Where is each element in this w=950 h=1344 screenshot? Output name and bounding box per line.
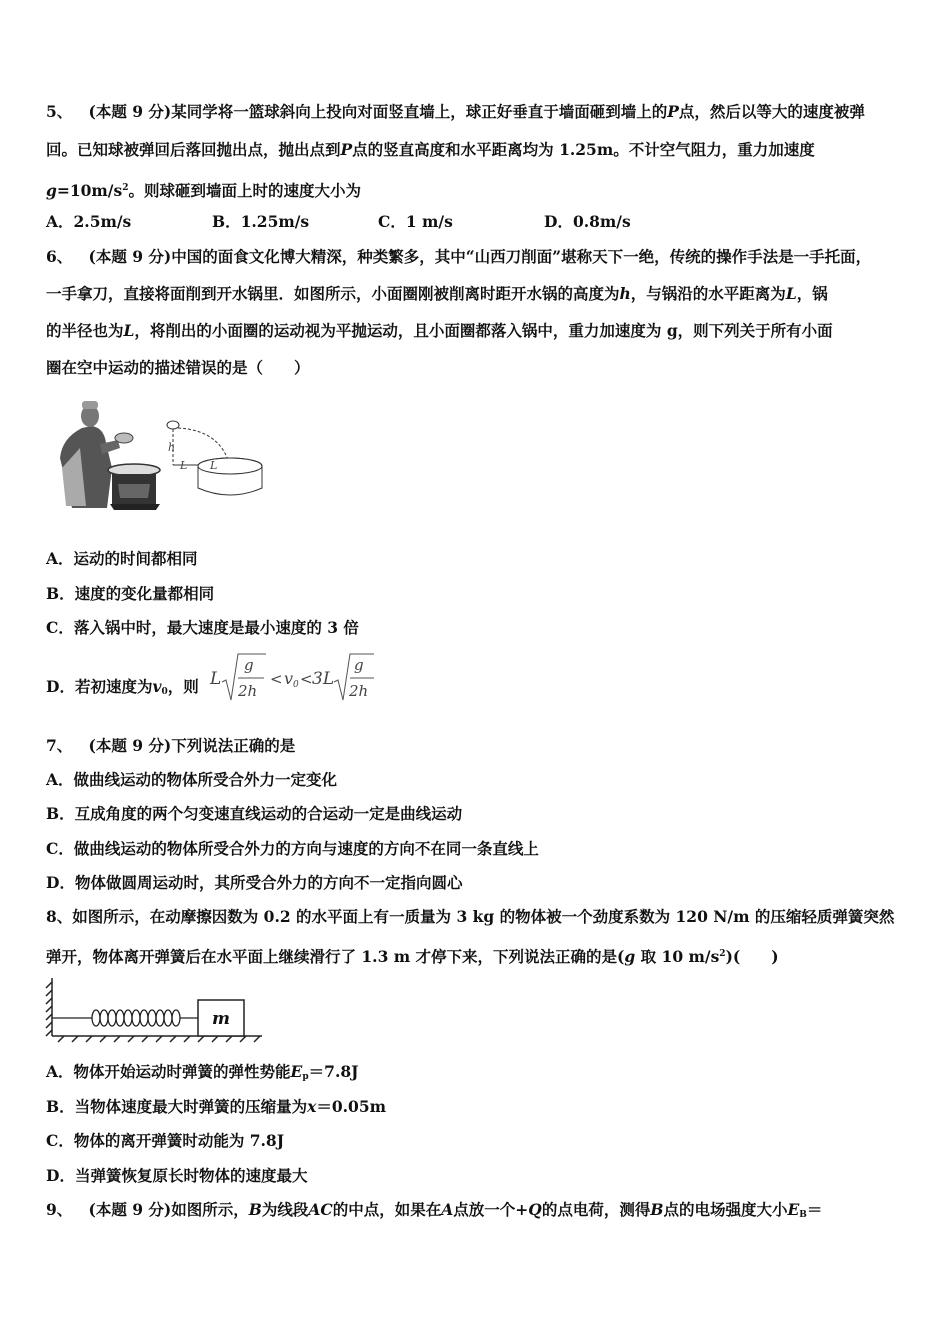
formula-3l: 3L (312, 669, 335, 689)
q8-text-2b: 取 10 m/s (635, 947, 720, 966)
q7-option-a[interactable]: A．做曲线运动的物体所受合外力一定变化 (46, 770, 338, 789)
q5-text-3b: 。则球砸到墙面上时的速度大小为 (128, 181, 361, 200)
q9-line-1 (46, 1200, 822, 1225)
q6-option-b[interactable]: B．速度的变化量都相同 (46, 584, 215, 603)
q9-text-a: (本题 9 分)如图所示， (88, 1200, 249, 1219)
q8-option-b-text: B．当物体速度最大时弹簧的压缩量为 (46, 1097, 308, 1116)
q5-option-a[interactable]: A．2.5m/s (46, 212, 132, 231)
formula-g: g (244, 656, 254, 674)
q6-line-4 (46, 358, 310, 378)
q5-option-c[interactable]: C．1 m/s (378, 212, 453, 231)
q8-option-b[interactable] (46, 1097, 386, 1117)
q9-a: A (441, 1200, 454, 1219)
q8-x: x (307, 1097, 317, 1116)
q9-b: B (248, 1200, 262, 1219)
q8-text-2c: )( ) (725, 947, 779, 966)
q8-option-a-value: ＝7.8J (308, 1062, 359, 1081)
q7-option-d[interactable]: D．物体做圆周运动时，其所受合外力的方向不一定指向圆心 (46, 873, 463, 892)
q6-v: v (152, 677, 162, 696)
noodle-figure (52, 398, 266, 510)
spring-block-figure (44, 976, 266, 1042)
q6-option-a[interactable]: A．运动的时间都相同 (46, 549, 198, 568)
q8-line-1: 8、如图所示，在动摩擦因数为 0.2 的水平面上有一质量为 3 kg 的物体被一个劲度系数为 120 N/m 的压缩轻质弹簧突然 (46, 907, 895, 926)
q6-text-2b: ，与锅沿的水平距离为 (630, 284, 786, 303)
q8-e: E (290, 1062, 303, 1081)
q6-text-2a: 一手拿刀，直接将面削到开水锅里．如图所示，小面圈刚被削离时距开水锅的高度为 (46, 284, 620, 303)
q6-line-1 (46, 247, 871, 267)
q5-point-p-2: P (340, 140, 353, 159)
q6-line-2 (46, 284, 828, 304)
q9-q: Q (528, 1200, 542, 1219)
q5-line-3 (46, 178, 361, 201)
formula-lt-1: < (270, 670, 283, 688)
q6-option-d-text: D．若初速度为 (46, 677, 153, 696)
q5-text-2b: 点的竖直高度和水平距离均为 1.25m。不计空气阻力，重力加速度 (352, 140, 815, 159)
formula-2h-2: 2h (349, 682, 369, 700)
q6-text-2c: ，锅 (796, 284, 828, 303)
q5-line-1 (46, 102, 865, 122)
q8-option-c[interactable]: C．物体的离开弹簧时动能为 7.8J (46, 1131, 285, 1150)
formula-v: v (284, 669, 294, 688)
spring (52, 1010, 198, 1026)
q8-option-b-value: ＝0.05m (316, 1097, 387, 1116)
q8-text-2a: 弹开，物体离开弹簧后在水平面上继续滑行了 1.3 m 才停下来，下列说法正确的是( (46, 947, 625, 966)
q8-line-2 (46, 944, 779, 967)
floor (52, 1036, 262, 1042)
q6-line-3 (46, 321, 833, 341)
q5-point-p: P (667, 102, 679, 121)
q7-option-c[interactable]: C．做曲线运动的物体所受合外力的方向与速度的方向不在同一条直线上 (46, 839, 539, 858)
q5-line-2 (46, 140, 815, 160)
q5-text-3a: =10m/s (56, 181, 123, 200)
q8-option-a-text: A．物体开始运动时弹簧的弹性势能 (46, 1062, 291, 1081)
q7-number: 7、 (46, 736, 73, 755)
q5-g: g (46, 181, 57, 200)
q8-option-d[interactable]: D．当弹簧恢复原长时物体的速度最大 (46, 1166, 308, 1185)
q5-text-1b: 点，然后以等大的速度被弹 (678, 102, 865, 121)
q8-g: g (624, 947, 636, 966)
trajectory-diagram (167, 421, 262, 495)
fig-label-h: h (168, 441, 176, 454)
q5-option-d[interactable]: D．0.8m/s (544, 212, 631, 231)
q9-text-f: 点的电场强度大小 (663, 1200, 788, 1219)
q5-option-b[interactable]: B．1.25m/s (212, 212, 310, 231)
q8-square: 2 (719, 949, 726, 959)
q6-l: L (785, 284, 797, 303)
q5-number: 5、 (46, 102, 73, 121)
q9-b-2: B (650, 1200, 664, 1219)
formula-l: L (210, 669, 222, 689)
chef-illustration (60, 401, 160, 510)
formula-v-sub: 0 (293, 680, 299, 690)
block-label-m: m (212, 1009, 230, 1029)
formula-2h: 2h (238, 682, 258, 700)
q9-text-e: 的点电荷，测得 (541, 1200, 651, 1219)
q6-text-4: 圈在空中运动的描述错误的是（ ） (46, 358, 310, 377)
q8-e-sub: p (302, 1072, 309, 1082)
formula-g-2: g (354, 656, 364, 674)
q9-text-b: 为线段 (261, 1200, 309, 1219)
q6-number: 6、 (46, 247, 73, 266)
q9-number: 9、 (46, 1200, 73, 1219)
q6-text-3b: ，将削出的小面圈的运动视为平抛运动，且小面圈都落入锅中，重力加速度为 g，则下列关于所有小面 (134, 321, 833, 340)
q6-v-sub: 0 (161, 687, 168, 697)
q6-option-c[interactable]: C．落入锅中时，最大速度是最小速度的 3 倍 (46, 618, 359, 637)
q6-l-2: L (123, 321, 135, 340)
q7-line-1 (46, 736, 295, 756)
q5-options (46, 212, 631, 232)
q5-text-1: (本题 9 分)某同学将一篮球斜向上投向对面竖直墙上，球正好垂直于墙面砸到墙上的 (88, 102, 668, 121)
fig-label-l-1: L (180, 459, 188, 472)
q7-option-b[interactable]: B．互成角度的两个匀变速直线运动的合运动一定是曲线运动 (46, 804, 463, 823)
fig-label-l-2: L (210, 459, 218, 472)
q9-text-g: ＝ (806, 1200, 823, 1219)
q6-h: h (619, 284, 631, 303)
q6-option-d[interactable] (46, 677, 199, 702)
q6-text-3a: 的半径也为 (46, 321, 124, 340)
q9-e: E (787, 1200, 800, 1219)
q9-text-d: 点放一个+ (453, 1200, 529, 1219)
q5-square: 2 (122, 183, 129, 193)
q7-text-1: (本题 9 分)下列说法正确的是 (88, 736, 296, 755)
q9-text-c: 的中点，如果在 (332, 1200, 442, 1219)
inequality-formula (208, 650, 378, 706)
wall (46, 978, 52, 1036)
q9-e-sub: B (799, 1210, 807, 1220)
q5-text-2a: 回。已知球被弹回后落回抛出点，抛出点到 (46, 140, 341, 159)
q6-text-1: (本题 9 分)中国的面食文化博大精深，种类繁多，其中“山西刀削面”堪称天下一绝，传统的操作手法是一手托面， (88, 247, 872, 266)
formula-lt-2: < (300, 670, 313, 688)
q8-option-a[interactable] (46, 1062, 358, 1087)
q9-ac: AC (308, 1200, 333, 1219)
q6-option-d-text-b: ，则 (167, 677, 199, 696)
